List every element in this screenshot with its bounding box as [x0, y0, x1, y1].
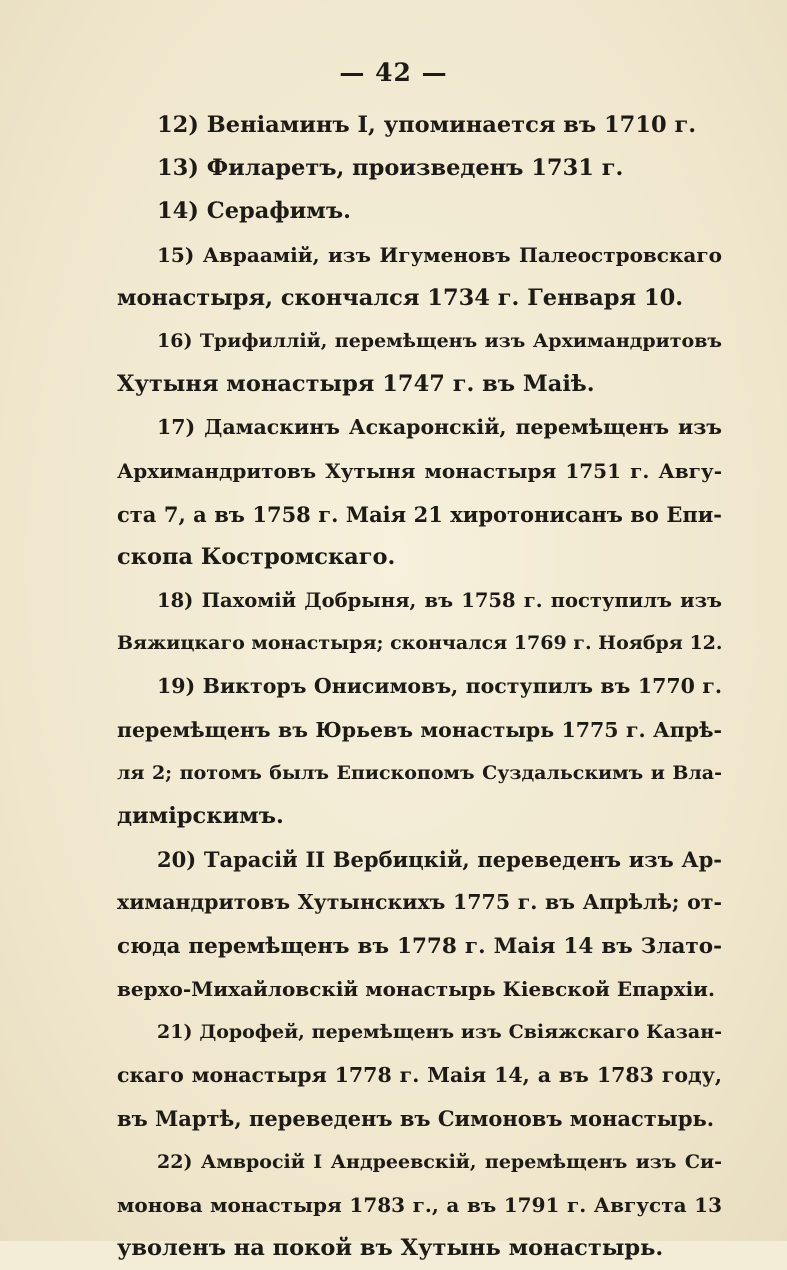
text-line: ста 7, а въ 1758 г. Маія 21 хиротонисанъ во Епи- — [117, 501, 722, 527]
text-line: 21) Дорофей, перемѣщенъ изъ Свіяжскаго Казан- — [157, 1020, 722, 1043]
text-line: 16) Трифиллій, перемѣщенъ изъ Архимандритовъ — [157, 329, 722, 352]
text-line: димірскимъ. — [117, 803, 284, 829]
body-text — [117, 104, 722, 1270]
text-line: Вяжицкаго монастыря; скончался 1769 г. Ноября 12. — [117, 632, 723, 655]
text-line: ля 2; потомъ былъ Епископомъ Суздальскимъ и Вла- — [117, 761, 722, 784]
text-line: скаго монастыря 1778 г. Маія 14, а въ 1783 году, — [117, 1063, 722, 1088]
text-line: 20) Тарасій II Вербицкій, переведенъ изъ Ар- — [157, 847, 722, 873]
page-number: — 42 — — [339, 58, 448, 87]
text-line: монастыря, скончался 1734 г. Генваря 10. — [117, 284, 684, 311]
text-line: Архимандритовъ Хутыня монастыря 1751 г. Авгу- — [117, 458, 722, 483]
text-line: 18) Пахомій Добрыня, въ 1758 г. поступилъ изъ — [157, 589, 722, 613]
text-line: сюда перемѣщенъ въ 1778 г. Маія 14 въ Злато- — [117, 933, 722, 959]
text-line: 19) Викторъ Онисимовъ, поступилъ въ 1770 г. — [157, 674, 722, 699]
text-line: 13) Филаретъ, произведенъ 1731 г. — [157, 155, 624, 182]
text-line: 15) Авраамій, изъ Игуменовъ Палеостровскаго — [157, 242, 722, 267]
text-line: уволенъ на покой въ Хутынь монастырь. — [117, 1234, 664, 1261]
text-line: 17) Дамаскинъ Аскаронскій, перемѣщенъ изъ — [157, 415, 722, 440]
text-line: Хутыня монастыря 1747 г. въ Маіѣ. — [117, 371, 595, 398]
text-line: 22) Амвросій I Андреевскій, перемѣщенъ изъ Си- — [157, 1150, 722, 1173]
text-line: 12) Веніаминъ I, упоминается въ 1710 г. — [157, 112, 697, 138]
text-line: перемѣщенъ въ Юрьевъ монастырь 1775 г. Апрѣ- — [117, 717, 722, 742]
text-line: химандритовъ Хутынскихъ 1775 г. въ Апрѣлѣ; от- — [117, 890, 722, 915]
text-line: верхо-Михайловскій монастырь Кіевской Епархіи. — [117, 976, 715, 1001]
text-line: въ Мартѣ, переведенъ въ Симоновъ монастырь. — [117, 1106, 715, 1132]
text-line: 14) Серафимъ. — [157, 198, 351, 225]
text-line: скопа Костромскаго. — [117, 543, 396, 570]
text-line: монова монастыря 1783 г., а въ 1791 г. Августа 13 — [117, 1192, 722, 1217]
